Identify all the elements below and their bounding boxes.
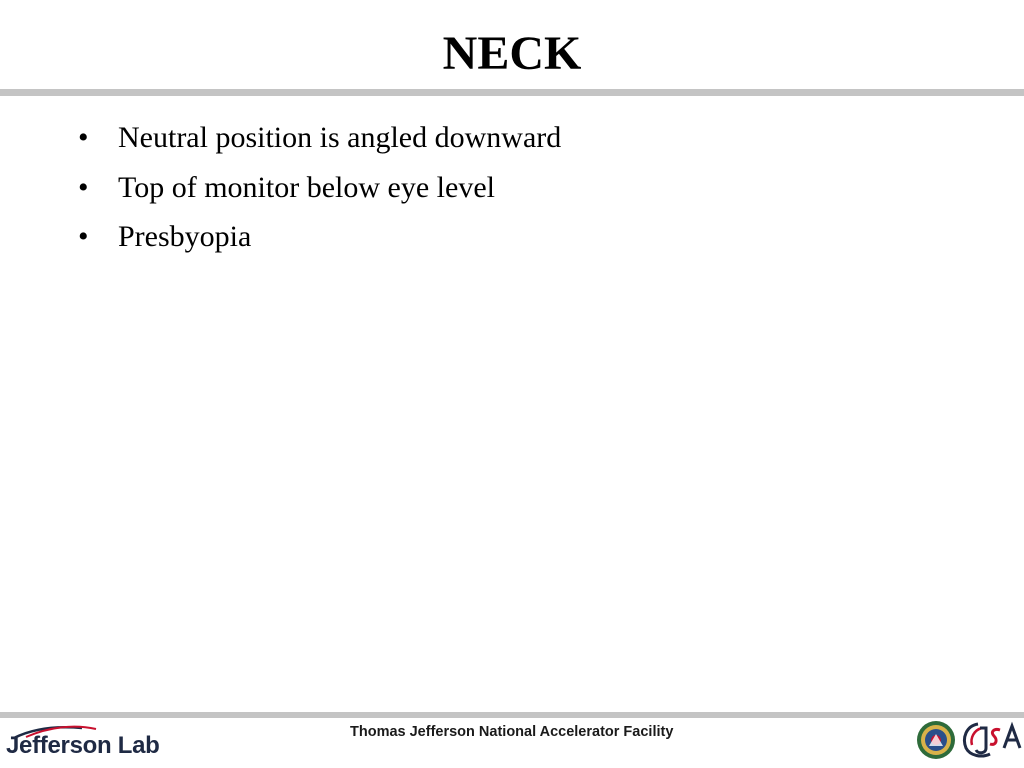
bullet-item	[78, 215, 561, 265]
logo-wordmark: Jefferson Lab	[6, 732, 160, 759]
slide-title: NECK	[442, 27, 582, 80]
bullet-text: Top of monitor below eye level	[118, 170, 495, 204]
bullet-text: Presbyopia	[118, 220, 252, 253]
footer-facility-name: Thomas Jefferson National Accelerator Facility	[350, 724, 674, 740]
doe-seal-icon	[916, 720, 956, 760]
bullet-text: Neutral position is angled downward	[118, 121, 562, 154]
title-divider	[0, 89, 1024, 96]
bullet-dot: •	[78, 170, 89, 204]
bullet-list	[78, 116, 561, 265]
footer-divider	[0, 712, 1024, 718]
bullet-item	[78, 116, 561, 166]
jefferson-lab-logo	[4, 722, 164, 762]
bullet-dot: •	[78, 121, 89, 154]
jsa-logo-icon	[960, 718, 1022, 762]
bullet-item	[78, 166, 561, 216]
bullet-dot: •	[78, 220, 89, 253]
